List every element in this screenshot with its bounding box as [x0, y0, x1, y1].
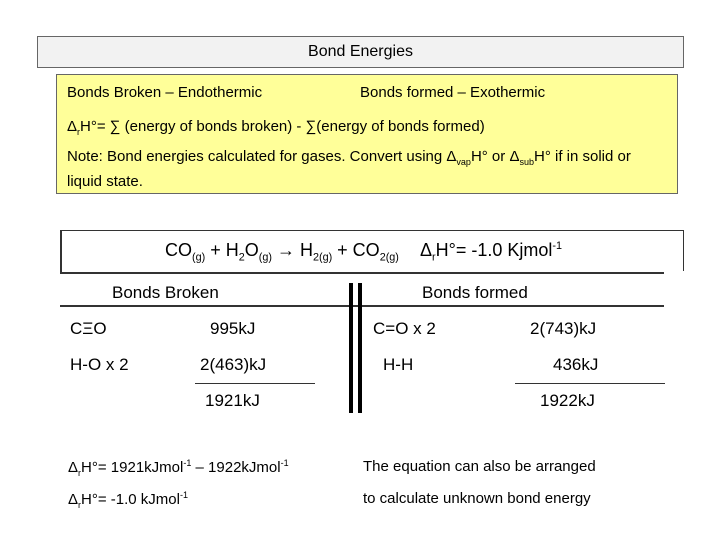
eq-h2-state: 2(g) — [312, 251, 333, 264]
reaction-equation — [165, 240, 399, 264]
calc2-delta: Δ — [68, 491, 79, 508]
note-sub-sub: sub — [519, 157, 534, 167]
bonds-broken-header: Bonds Broken — [112, 283, 219, 302]
note-text — [67, 147, 667, 192]
calc-line-2 — [68, 490, 188, 510]
eq-plus-co2: + CO — [332, 240, 380, 260]
broken-bond-2: H-O x 2 — [70, 355, 129, 374]
eq-co-state: (g) — [192, 251, 206, 264]
calc1-delta: Δ — [68, 459, 79, 476]
broken-bond-1: CΞO — [70, 319, 107, 338]
formed-total: 1922kJ — [540, 391, 595, 410]
bonds-formed-header: Bonds formed — [422, 283, 528, 302]
formed-energy-2: 436kJ — [553, 355, 599, 374]
enthalpy-delta: Δ — [420, 240, 433, 260]
eq-co2-state: 2(g) — [379, 251, 399, 264]
table-left-edge — [60, 230, 62, 274]
bonds-formed-heading: Bonds formed – Exothermic — [360, 84, 546, 101]
enthalpy-formula — [67, 118, 485, 137]
page-title-text: Bond Energies — [308, 43, 413, 60]
calc2-sup1: -1 — [179, 490, 188, 500]
formed-total-line — [515, 383, 665, 384]
reaction-enthalpy — [420, 240, 562, 264]
header-bottom-line — [60, 305, 664, 307]
note-sub-vap: vap — [456, 157, 471, 167]
enthalpy-sup: -1 — [552, 240, 562, 252]
broken-energy-2: 2(463)kJ — [200, 355, 267, 374]
header-top-line — [60, 272, 664, 274]
formed-bond-1: C=O x 2 — [373, 319, 436, 338]
eq-h2-sub: 2 — [238, 251, 245, 264]
note-part3: H° if in solid or liquid state. — [67, 148, 631, 190]
enthalpy-value: H°= -1.0 Kjmol — [435, 240, 553, 260]
formula-rest: H°= ∑ (energy of bonds broken) - ∑(energy of bonds formed) — [80, 118, 485, 135]
eq-o: O — [244, 240, 259, 260]
broken-energy-1: 995kJ — [210, 319, 256, 338]
formed-bond-2: H-H — [383, 355, 414, 374]
calc2-sub: r — [78, 500, 82, 510]
formed-energy-1: 2(743)kJ — [530, 319, 597, 338]
eq-h2o-state: (g) — [258, 251, 272, 264]
calc-line-1 — [68, 458, 289, 478]
calc1-sup2: -1 — [280, 458, 289, 468]
calc1-a: H°= 1921kJmol — [81, 459, 184, 476]
calc1-sub: r — [78, 468, 82, 478]
page-title — [37, 36, 684, 68]
side-note-line-2: to calculate unknown bond energy — [363, 490, 591, 507]
eq-co: CO — [165, 240, 192, 260]
formula-delta: Δ — [67, 118, 78, 135]
side-note-line-1: The equation can also be arranged — [363, 458, 596, 475]
broken-total-line — [195, 383, 315, 384]
eq-arrow: → H — [271, 240, 313, 260]
note-part1: Note: Bond energies calculated for gases. Convert using Δ — [67, 148, 457, 165]
enthalpy-sub: r — [432, 251, 436, 264]
info-box — [56, 74, 678, 194]
divider-bar-left — [349, 283, 353, 413]
calc1-sup1: -1 — [183, 458, 192, 468]
calc1-b: – 1922kJmol — [191, 459, 281, 476]
divider-bar-right — [358, 283, 362, 413]
calc2-a: H°= -1.0 kJmol — [81, 491, 180, 508]
bonds-broken-heading: Bonds Broken – Endothermic — [67, 84, 263, 101]
formula-sub-r: r — [77, 127, 81, 137]
note-part2: H° or Δ — [470, 148, 520, 165]
broken-total: 1921kJ — [205, 391, 260, 410]
eq-plus-h: + H — [205, 240, 239, 260]
